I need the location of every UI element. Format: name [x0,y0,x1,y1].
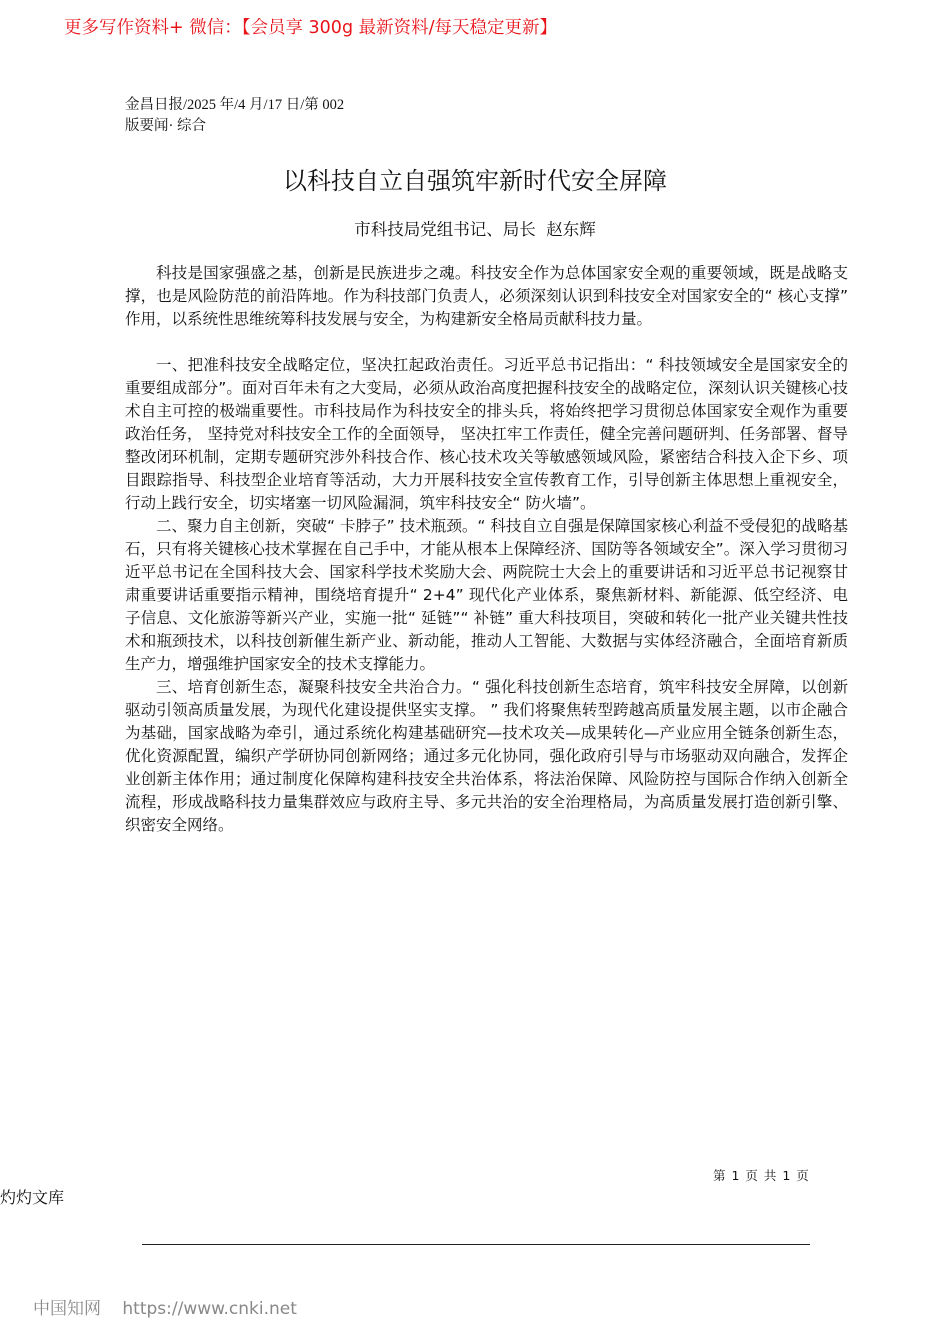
paragraph-section-1: 一、把准科技安全战略定位，坚决扛起政治责任。习近平总书记指出：“ 科技领域安全是国家安全的重要组成部分”。面对百年未有之大变局，必须从政治高度把握科技安全的战略定位，深刻认识关键核心技术自主可控的极端重要性。市科技局作为科技安全的排头兵，将始终把学习贯彻总体国家安全观作为重要政治任务， 坚持党对科技安全工作的全面领导， 坚决扛牢工作责任，健全完善问题研判、任务部署、督导整改闭环机制，定期专题研究涉外科技合作、核心技术攻关等敏感领域风险，紧密结合科技入企下乡、项目跟踪指导、科技型企业培育等活动，大力开展科技安全宣传教育工作，引导创新主体思想上重视安全，行动上践行安全，切实堵塞一切风险漏洞，筑牢科技安全“ 防火墙”。 [125,356,848,512]
source-info [125,95,344,137]
cnki-watermark [33,1294,297,1319]
article-title-wrap [0,161,950,196]
article-body [125,262,848,837]
promo-banner: 更多写作资料+ 微信：【会员享 300g 最新资料/每天稳定更新】 [64,18,558,38]
cnki-url: https://www.cnki.net [122,1299,297,1319]
source-line-2: 版要闻· 综合 [125,118,206,134]
paragraph-section-3: 三、培育创新生态，凝聚科技安全共治合力。“ 强化科技创新生态培育，筑牢科技安全屏障，以创新驱动引领高质量发展，为现代化建设提供坚实支撑。 ” 我们将聚焦转型跨越高质量发展主题，以市企融合为基础，国家战略为牵引，通过系统化构建基础研究—技术攻关—成果转化—产业应用全链条创新生态，优化资源配置，编织产学研协同创新网络；通过多元化协同，强化政府引导与市场驱动双向融合，发挥企业创新主体作用；通过制度化保障构建科技安全共治体系，将法治保障、风险防控与国际合作纳入创新全流程，形成战略科技力量集群效应与政府主导、多元共治的安全治理格局，为高质量发展打造创新引擎、织密安全网络。 [125,678,848,834]
cnki-name: 中国知网 [33,1299,101,1319]
paragraph-section-2: 二、聚力自主创新，突破“ 卡脖子” 技术瓶颈。“ 科技自立自强是保障国家核心利益不受侵犯的战略基石，只有将关键核心技术掌握在自己手中，才能从根本上保障经济、国防等各领域安全”。深入学习贯彻习近平总书记在全国科技大会、国家科学技术奖励大会、两院院士大会上的重要讲话和习近平总书记视察甘肃重要讲话重要指示精神，围绕培育提升“ 2+4” 现代化产业体系，聚焦新材料、新能源、低空经济、电子信息、文化旅游等新兴产业，实施一批“ 延链”“ 补链” 重大科技项目，突破和转化一批产业关键共性技术和瓶颈技术，以科技创新催生新产业、新动能，推动人工智能、大数据与实体经济融合，全面培育新质生产力，增强维护国家安全的技术支撑能力。 [125,517,848,673]
page-indicator: 第 1 页 共 1 页 [713,1168,810,1183]
paragraph-intro: 科技是国家强盛之基，创新是民族进步之魂。科技安全作为总体国家安全观的重要领域，既是战略支撑，也是风险防范的前沿阵地。作为科技部门负责人，必须深刻认识到科技安全对国家安全的“ 核心支撑” 作用，以系统性思维统筹科技发展与安全，为构建新安全格局贡献科技力量。 [125,264,848,328]
footer-divider [142,1244,810,1245]
library-name: 灼灼文库 [0,1188,65,1207]
article-byline: 市科技局党组书记、局长 赵东辉 [354,220,596,239]
article-title: 以科技自立自强筑牢新时代安全屏障 [283,167,667,195]
source-line-1: 金昌日报/2025 年/4 月/17 日/第 002 [125,97,345,113]
byline-wrap [0,216,950,240]
